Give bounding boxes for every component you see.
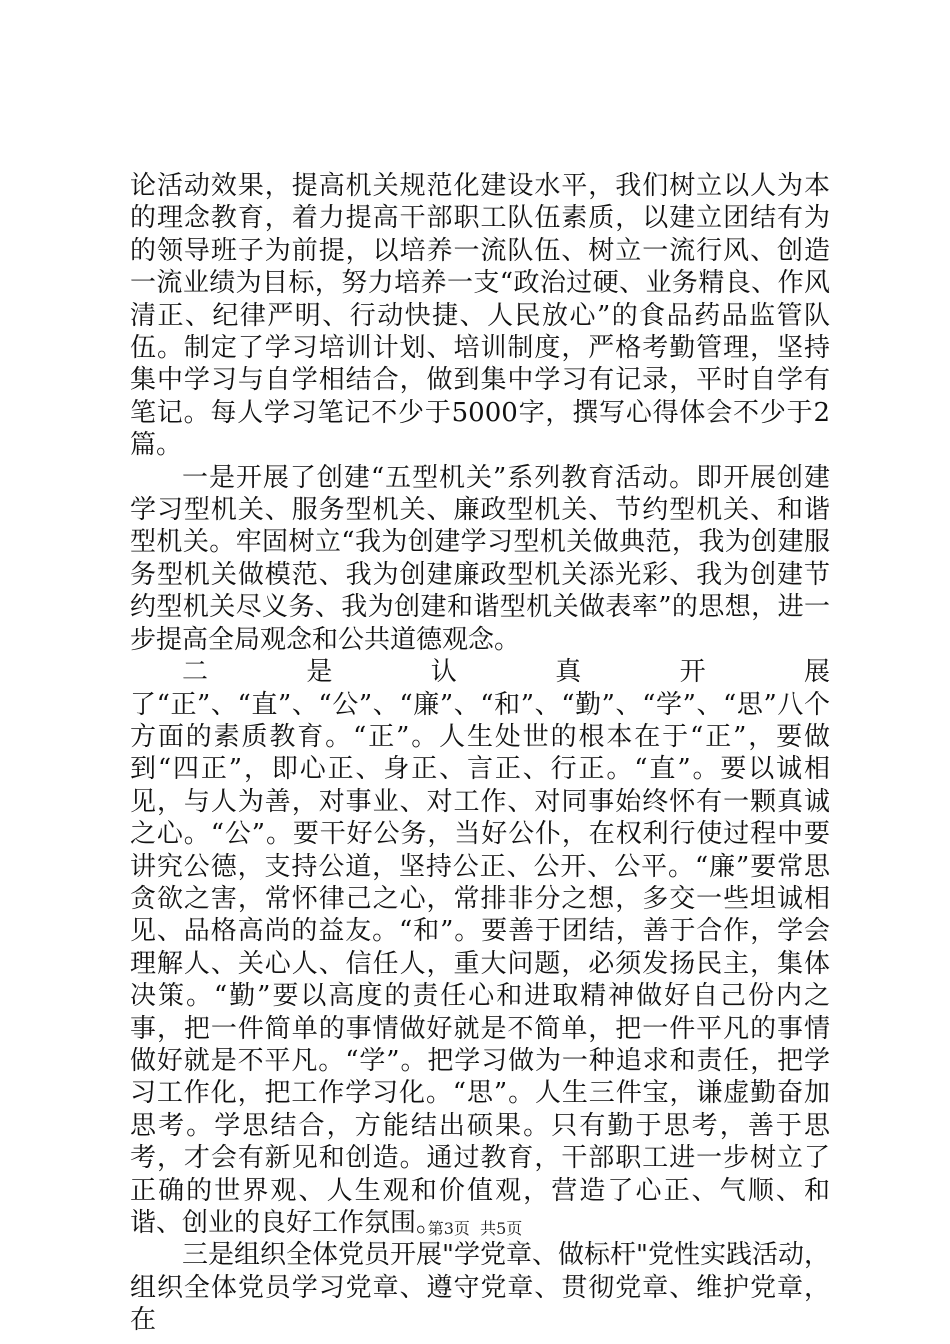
- page-number: 第3页 共5页: [427, 1219, 523, 1238]
- document-body: [130, 170, 830, 1337]
- paragraph-party-practice: 三是组织全体党员开展"学党章、做标杆"党性实践活动，组织全体党员学习党章、遵守党章、贯彻党章、维护党章，在: [130, 1240, 830, 1336]
- page-footer: [0, 1216, 950, 1239]
- paragraph-five-type-offices: 一是开展了创建“五型机关”系列教育活动。即开展创建学习型机关、服务型机关、廉政型机关、节约型机关、和谐型机关。牢固树立“我为创建学习型机关做典范，我为创建服务型机关做模范、我为创建廉政型机关添光彩、我为创建节约型机关尽义务、我为创建和谐型机关做表率”的思想，进一步提高全局观念和公共道德观念。: [130, 462, 830, 655]
- paragraph-continuation: 论活动效果，提高机关规范化建设水平，我们树立以人为本的理念教育，着力提高干部职工队伍素质，以建立团结有为的领导班子为前提，以培养一流队伍、树立一流行风、创造一流业绩为目标，努力培养一支“政治过硬、业务精良、作风清正、纪律严明、行动快捷、人民放心”的食品药品监管队伍。制定了学习培训计划、培训制度，严格考勤管理，坚持集中学习与自学相结合，做到集中学习有记录，平时自学有笔记。每人学习笔记不少于5000字，撰写心得体会不少于2篇。: [130, 171, 830, 461]
- paragraph-eight-aspects: 二是认真开展了“正”、“直”、“公”、“廉”、“和”、“勤”、“学”、“思”八个方面的素质教育。“正”。人生处世的根本在于“正”，要做到“四正”，即心正、身正、言正、行正。“直”。要以诚相见，与人为善，对事业、对工作、对同事始终怀有一颗真诚之心。“公”。要干好公务，当好公仆，在权利行使过程中要讲究公德，支持公道，坚持公正、公开、公平。“廉”要常思贪欲之害，常怀律己之心，常排非分之想，多交一些坦诚相见、品格高尚的益友。“和”。要善于团结，善于合作，学会理解人、关心人、信任人，重大问题，必须发扬民主，集体决策。“勤”要以高度的责任心和进取精神做好自己份内之事，把一件简单的事情做好就是不简单，把一件平凡的事情做好就是不平凡。“学”。把学习做为一种追求和责任，把学习工作化，把工作学习化。“思”。人生三件宝，谦虚勤奋加思考。学思结合，方能结出硕果。只有勤于思考，善于思考，才会有新见和创造。通过教育，干部职工进一步树立了正确的世界观、人生观和价值观，营造了心正、气顺、和谐、创业的良好工作氛围。: [130, 657, 830, 1238]
